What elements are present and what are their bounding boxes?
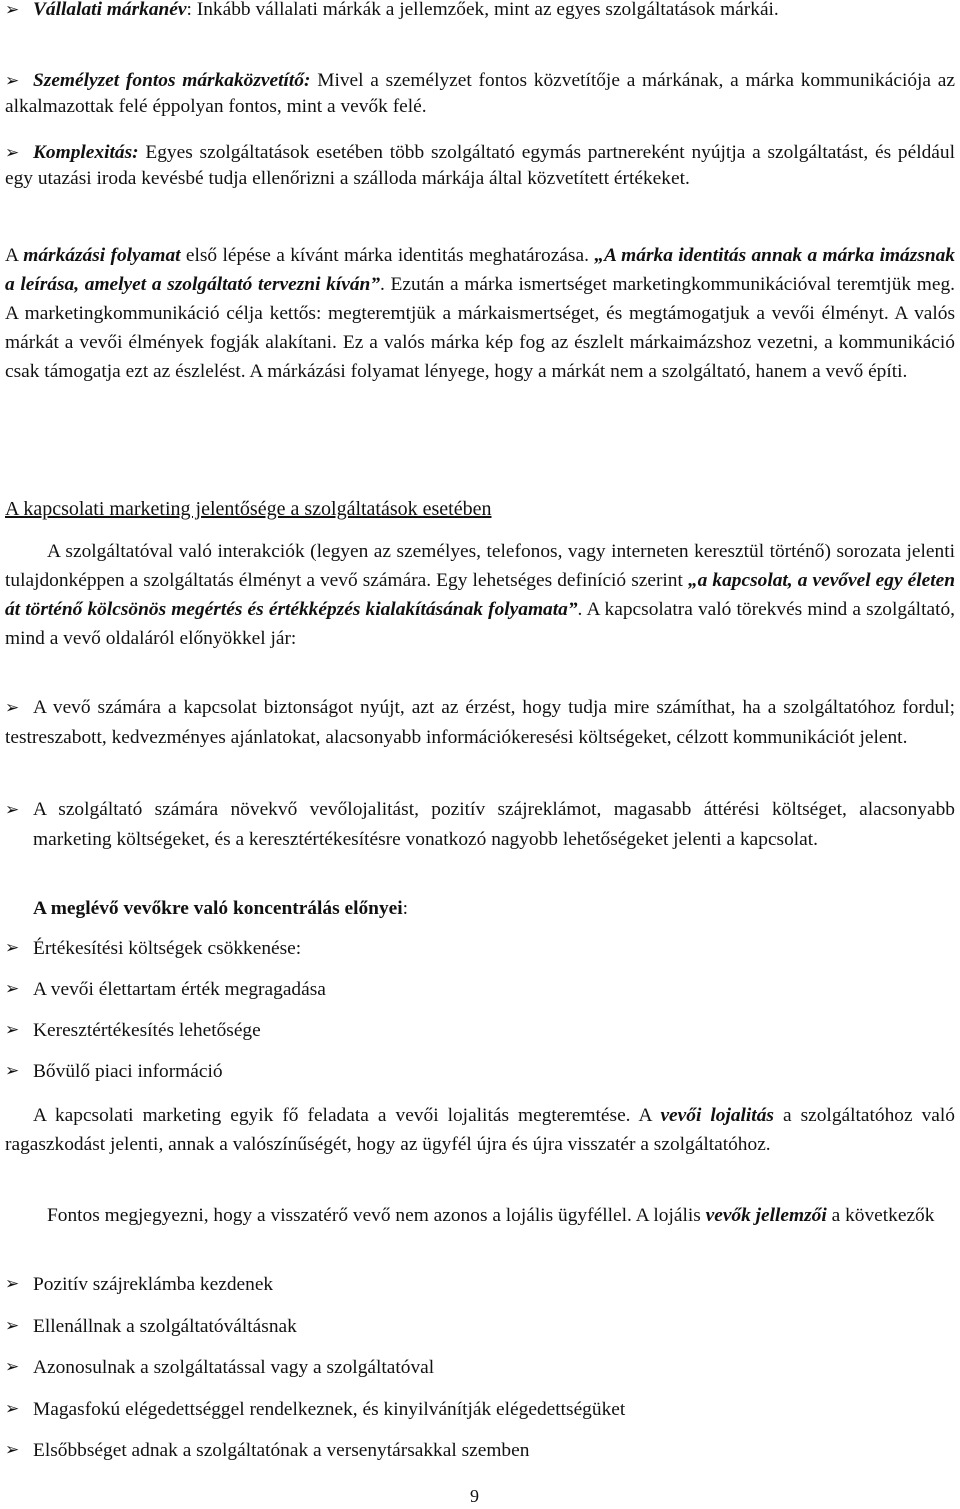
arrow-bullet-icon: ➢	[5, 0, 20, 20]
list-item-customer-benefit: ➢ A vevő számára a kapcsolat biztonságot nyújt, azt az érzést, hogy tudja mire számíthat, ha a szolgáltatóhoz fordul; testreszabott, kedvezményes ajánlatokat, alacsonyabb információkeresési költségeket, célzott kommunikációt jelent.	[5, 693, 955, 753]
arrow-bullet-icon: ➢	[5, 1061, 20, 1081]
list-item: ➢ Azonosulnak a szolgáltatással vagy a szolgáltatóval	[5, 1354, 955, 1381]
list-item-staff-brand: ➢ Személyzet fontos márkaközvetítő: Mivel a személyzet fontos közvetítője a márkának, a márka kommunikációja az alkalmazottak felé éppolyan fontos, mint a vevők felé.	[5, 70, 955, 117]
list-item: ➢ Pozitív szájreklámba kezdenek	[5, 1271, 955, 1298]
list-item-provider-benefit: ➢ A szolgáltató számára növekvő vevőlojalitást, pozitív szájreklámot, magasabb áttérési költséget, alacsonyabb marketing költségeket, és a keresztértékesítésre vonatkozó nagyobb lehetőségeket jelenti a kapcsolat.	[5, 795, 955, 855]
arrow-bullet-icon: ➢	[5, 698, 20, 718]
arrow-bullet-icon: ➢	[5, 979, 20, 999]
list-item: ➢ Elsőbbséget adnak a szolgáltatónak a versenytársakkal szemben	[5, 1437, 955, 1464]
list-item: ➢ Értékesítési költségek csökkenése:	[5, 935, 955, 962]
list-item: ➢ A vevői élettartam érték megragadása	[5, 976, 955, 1003]
arrow-bullet-icon: ➢	[5, 1316, 20, 1336]
section-heading: A kapcsolati marketing jelentősége a szolgáltatások esetében	[5, 498, 492, 520]
term: Személyzet fontos márkaközvetítő:	[33, 70, 311, 91]
arrow-bullet-icon: ➢	[5, 800, 20, 820]
list-item: ➢ Magasfokú elégedettséggel rendelkeznek, és kinyilvánítják elégedettségüket	[5, 1396, 955, 1423]
list-item: ➢ Keresztértékesítés lehetősége	[5, 1017, 955, 1044]
arrow-bullet-icon: ➢	[5, 143, 20, 163]
arrow-bullet-icon: ➢	[5, 1399, 20, 1419]
paragraph-loyal-customers: Fontos megjegyezni, hogy a visszatérő vevő nem azonos a lojális ügyféllel. A lojális vevők jellemzői a következők	[47, 1205, 935, 1226]
paragraph-branding-process: A márkázási folyamat első lépése a kívánt márka identitás meghatározása. „A márka identitás annak a márka imázsnak a leírása, amelyet a szolgáltató tervezni kíván”. Ezután a márka ismertséget marketingkommunikációval teremtjük meg. A marketingkommunikáció célja kettős: megteremtjük a márkaismertséget, és megtámogatjuk a vevői élményt. A valós márkát a vevői élmények fogják alakítani. Ez a valós márka kép fog az észlelt márkaimázshoz vezetni, a kommunikáció csak támogatja ezt az észlelést. A márkázási folyamat lényege, hogy a márkát nem a szolgáltató, hanem a vevő építi.	[5, 245, 955, 382]
arrow-bullet-icon: ➢	[5, 1440, 20, 1460]
list-item: ➢ Bővülő piaci információ	[5, 1058, 955, 1085]
arrow-bullet-icon: ➢	[5, 71, 20, 91]
subheading-advantages: A meglévő vevőkre való koncentrálás előnyei:	[33, 898, 409, 919]
paragraph-relationship: A szolgáltatóval való interakciók (legyen az személyes, telefonos, vagy interneten keresztül történő) sorozata jelenti tulajdonképpen a szolgáltatás élményt a vevő számára. Egy lehetséges definíció szerint „a kapcsolat, a vevővel egy életen át történő kölcsönös megértés és értékképzés kialakításának folyamata”. A kapcsolatra való törekvés mind a szolgáltató, mind a vevő oldaláról előnyökkel jár:	[5, 541, 956, 649]
list-item-complexity: ➢ Komplexitás: Egyes szolgáltatások esetében több szolgáltató egymás partnereként nyújtja a szolgáltatást, és például egy utazási iroda kevésbé tudja ellenőrizni a szálloda márkája által közvetített értékeket.	[5, 142, 955, 189]
arrow-bullet-icon: ➢	[5, 1020, 20, 1040]
arrow-bullet-icon: ➢	[5, 1357, 20, 1377]
term: Komplexitás:	[33, 142, 139, 163]
paragraph-loyalty: A kapcsolati marketing egyik fő feladata a vevői lojalitás megteremtése. A vevői lojalitás a szolgáltatóhoz való ragaszkodást jelenti, annak a valószínűségét, hogy az ügyfél újra és újra visszatér a szolgáltatóhoz.	[5, 1105, 955, 1155]
arrow-bullet-icon: ➢	[5, 938, 20, 958]
arrow-bullet-icon: ➢	[5, 1274, 20, 1294]
term: Vállalati márkanév	[33, 0, 187, 20]
list-item: ➢ Ellenállnak a szolgáltatóváltásnak	[5, 1313, 955, 1340]
list-item-corporate-brand: ➢ Vállalati márkanév: Inkább vállalati márkák a jellemzőek, mint az egyes szolgáltatások márkái.	[5, 0, 955, 23]
page-number: 9	[470, 1486, 479, 1506]
